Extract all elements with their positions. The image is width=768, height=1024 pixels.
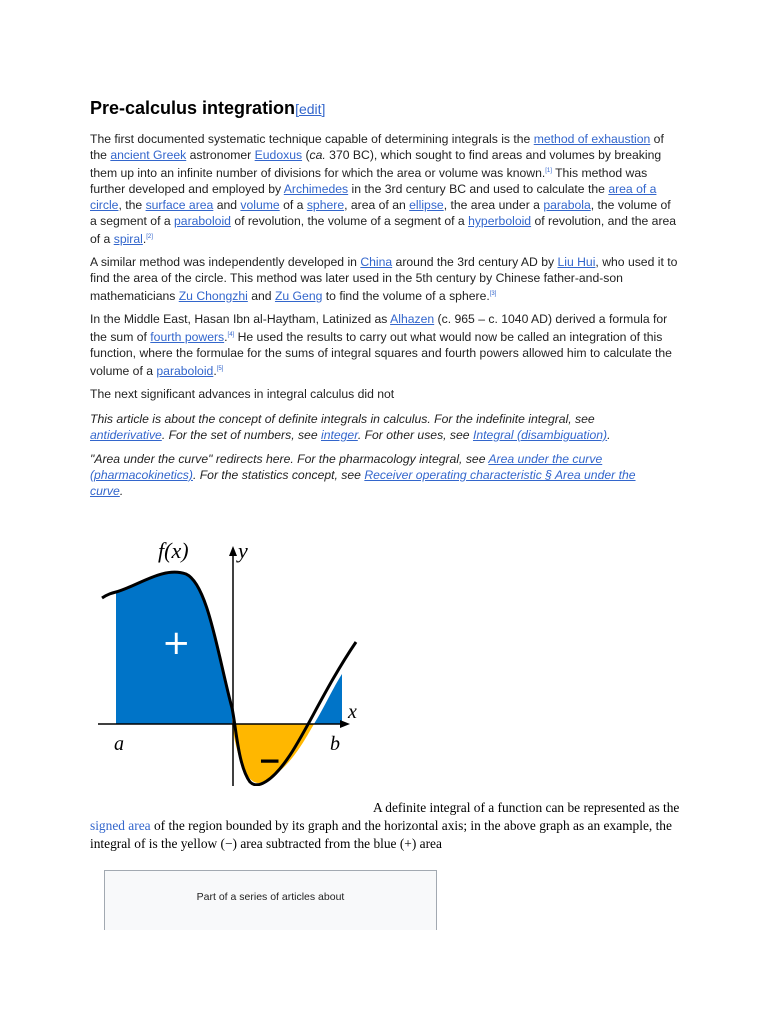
plus-sign: + xyxy=(162,623,191,663)
link-parabola[interactable]: parabola xyxy=(543,198,591,212)
reference-5[interactable]: [5] xyxy=(216,366,224,372)
link-signed-area[interactable]: signed area xyxy=(90,818,151,833)
reference-2[interactable]: [2] xyxy=(146,234,153,240)
link-auc-pharmacokinetics[interactable]: Area under the curve (pharmacokinetics) xyxy=(90,452,603,482)
minus-sign: − xyxy=(258,744,282,777)
link-integral-disambiguation[interactable]: Integral (disambiguation) xyxy=(472,428,608,442)
link-liu-hui[interactable]: Liu Hui xyxy=(557,255,596,269)
fx-label: f(x) xyxy=(158,538,189,563)
paragraph-1: The first documented systematic technique capable of determining integrals is the method of exhaustion of the ancient Greek astronomer Eudoxus (ca. 370 BC), which sought to find areas and volumes by breaking them up into an infinite number of divisions for which the area or volume was known.[1] This method was further developed and employed by Archimedes in the 3rd century BC and used to calculate the area of a circle, the surface area and volume of a sphere, area of an ellipse, the area under a parabola, the volume of a segment of a paraboloid of revolution, the volume of a segment of a hyperboloid of revolution, and the area of a spiral.[2] xyxy=(90,132,677,246)
link-spiral[interactable]: spiral xyxy=(113,232,143,246)
edit-link[interactable]: edit xyxy=(298,101,322,117)
reference-3[interactable]: [3] xyxy=(489,291,497,297)
link-eudoxus[interactable]: Eudoxus xyxy=(254,148,303,162)
link-volume[interactable]: volume xyxy=(240,198,280,212)
paragraph-3: In the Middle East, Hasan Ibn al-Haytham, Latinized as Alhazen (c. 965 – c. 1040 AD) derived a formula for the sum of fourth powers.[4] He used the results to carry out what would now be called an integration of this function, where the formulae for the sums of integral squares and fourth powers allowed him to calculate the volume of a paraboloid.[5] xyxy=(90,312,672,378)
sidebar-title: Part of a series of articles about xyxy=(196,891,345,903)
link-china[interactable]: China xyxy=(360,255,393,269)
y-axis-arrow xyxy=(229,546,237,556)
positive-area-right xyxy=(314,674,342,724)
link-ancient-greek[interactable]: ancient Greek xyxy=(110,148,187,162)
integral-diagram xyxy=(98,536,368,786)
integral-figure xyxy=(98,536,368,786)
x-axis-label: x xyxy=(348,701,357,723)
link-archimedes[interactable]: Archimedes xyxy=(283,182,349,196)
y-axis-label: y xyxy=(238,538,248,563)
link-antiderivative[interactable]: antiderivative xyxy=(90,428,162,442)
reference-1[interactable]: [1] xyxy=(545,168,552,174)
hatnote-about: This article is about the concept of definite integrals in calculus. For the indefinite integral, see antiderivative. For the set of numbers, see integer. For other uses, see Integral (disambiguation). xyxy=(90,412,611,442)
link-ellipse[interactable]: ellipse xyxy=(409,198,444,212)
b-label: b xyxy=(330,733,340,755)
link-method-of-exhaustion[interactable]: method of exhaustion xyxy=(533,132,651,146)
link-surface-area[interactable]: surface area xyxy=(145,198,214,212)
link-paraboloid-2[interactable]: paraboloid xyxy=(156,364,214,378)
paragraph-4: The next significant advances in integral calculus did not xyxy=(90,387,395,401)
link-sphere[interactable]: sphere xyxy=(306,198,345,212)
hatnote-redirect: "Area under the curve" redirects here. For the pharmacology integral, see Area under the curve (pharmacokinetics). For the statistics concept, see Receiver operating characteristic § Area under the curve. xyxy=(90,452,636,498)
series-sidebar xyxy=(104,870,437,930)
article-content xyxy=(90,96,680,409)
link-fourth-powers[interactable]: fourth powers xyxy=(150,330,225,344)
a-label: a xyxy=(114,733,124,755)
link-paraboloid[interactable]: paraboloid xyxy=(174,214,231,228)
link-zu-chongzhi[interactable]: Zu Chongzhi xyxy=(178,289,248,303)
section-heading xyxy=(90,96,680,121)
link-zu-geng[interactable]: Zu Geng xyxy=(274,289,323,303)
link-hyperboloid[interactable]: hyperboloid xyxy=(468,214,532,228)
link-roc-area-under-curve[interactable]: Receiver operating characteristic § Area under the curve xyxy=(90,468,636,498)
edit-section: [edit] xyxy=(295,101,326,117)
paragraph-2: A similar method was independently developed in China around the 3rd century AD by Liu Hui, who used it to find the area of the circle. This method was later used in the 5th century by Chinese father-and-son mathematicians Zu Chongzhi and Zu Geng to find the volume of a sphere.[3] xyxy=(90,255,678,303)
link-integer[interactable]: integer xyxy=(321,428,358,442)
reference-4[interactable]: [4] xyxy=(227,332,235,338)
link-alhazen[interactable]: Alhazen xyxy=(390,312,435,326)
hatnotes xyxy=(90,411,670,507)
figure-caption: A definite integral of a function can be represented as the signed area of the region bounded by its graph and the horizontal axis; in the above graph as an example, the integral of is the yellow (−) area subtracted from the blue (+) area xyxy=(90,800,680,851)
section-title: Pre-calculus integration xyxy=(90,98,296,118)
link-area-of-a-circle[interactable]: area of a circle xyxy=(90,182,657,212)
